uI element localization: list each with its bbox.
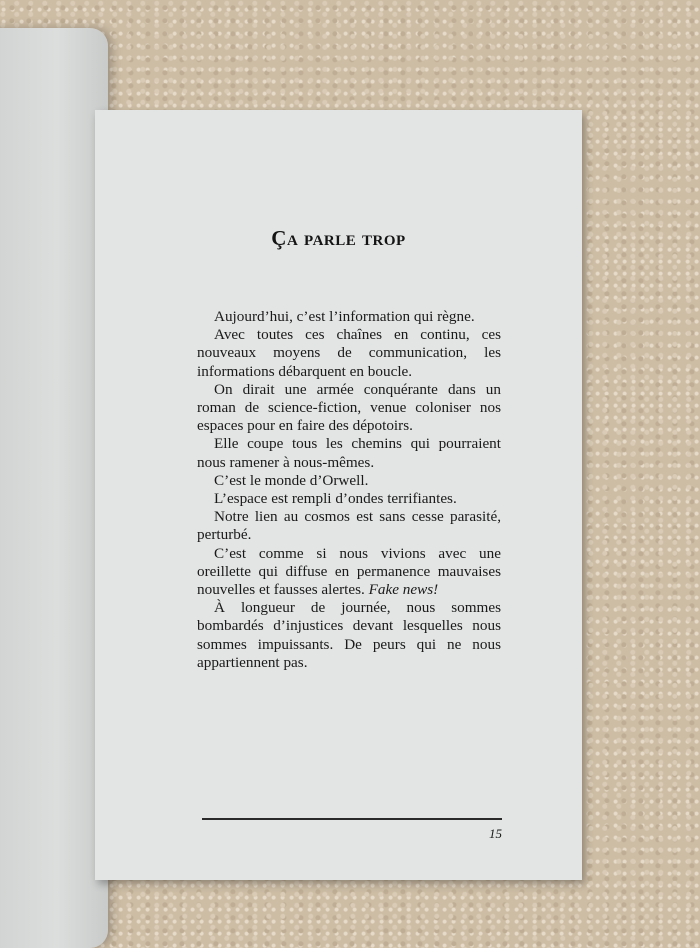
paragraph: C’est le monde d’Orwell. [214,471,369,489]
italic-phrase: Fake news! [368,581,439,599]
paragraph: Notre lien au cosmos est sans cesse parasité, perturbé. [197,508,501,544]
paragraph: On dirait une armée conquérante dans un roman de science-fiction, venue coloniser nos espaces pour en faire des dépotoirs. [197,380,501,435]
chapter-body [197,308,501,672]
book-page [95,110,582,880]
page-number: 15 [489,826,502,841]
paragraph: L’espace est rempli d’ondes terrifiantes. [214,490,457,508]
paragraph-text: C’est comme si nous vivions avec une oreillette qui diffuse en permanence mauvaises nouvelles et fausses alertes. [197,544,501,599]
chapter-title: Ça parle trop [271,226,406,250]
paragraph: Elle coupe tous les chemins qui pourraient nous ramener à nous-mêmes. [197,435,501,471]
paragraph: À longueur de journée, nous sommes bombardés d’injustices devant lesquelles nous sommes impuissants. De peurs qui ne nous appartiennent pas. [197,599,501,671]
footer-rule [202,818,502,820]
paragraph: Avec toutes ces chaînes en continu, ces nouveaux moyens de communication, les informations débarquent en boucle. [197,326,501,380]
paragraph: Aujourd’hui, c’est l’information qui règne. [214,308,475,325]
paragraph [197,545,501,600]
left-page-edge [0,28,108,948]
